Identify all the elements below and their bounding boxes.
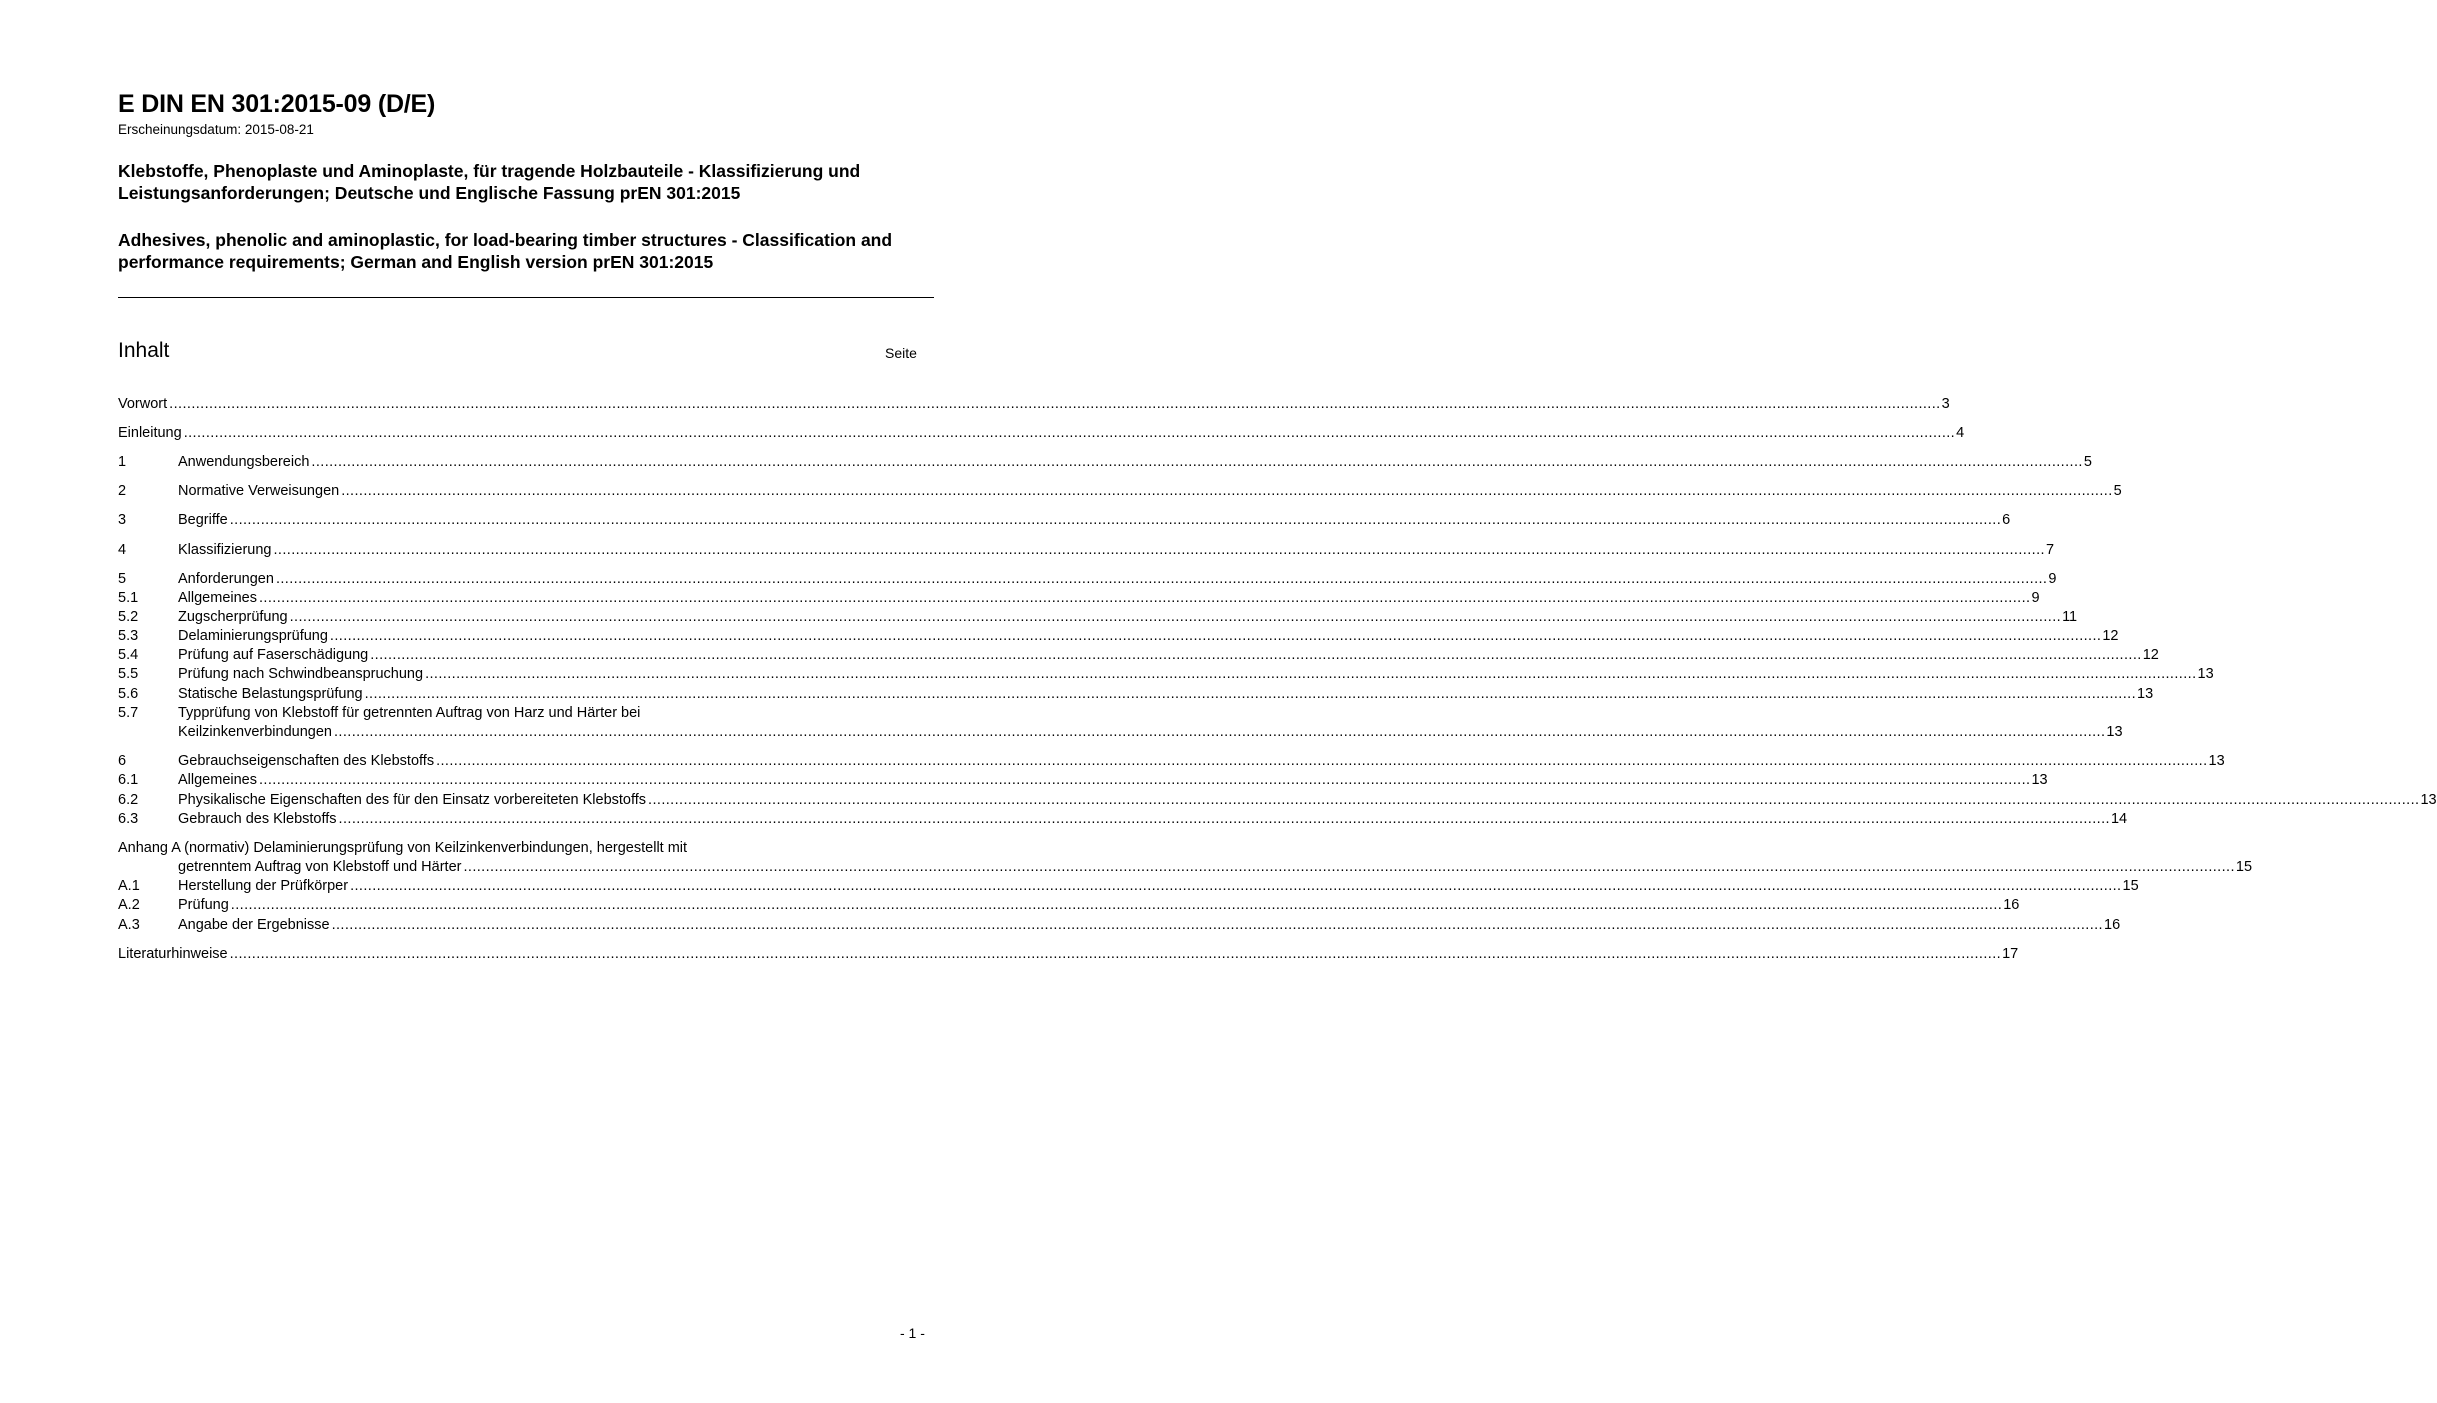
toc-entry-number: 5.6 — [118, 686, 139, 702]
toc-entry-number: 4 — [118, 542, 127, 558]
toc-dot-leader: ................................................................................................................................................................................................................................................................................................................................................................................................................ — [350, 878, 2122, 894]
toc-entry-label: Literaturhinweise — [118, 946, 228, 962]
toc-heading: Inhalt — [118, 339, 170, 362]
toc-entry-page: 13 — [2420, 792, 2437, 808]
toc-entry-label: Allgemeines — [178, 772, 257, 788]
toc-entry[interactable] — [118, 665, 2214, 684]
toc-entry[interactable] — [118, 570, 2057, 589]
toc-dot-leader: ................................................................................................................................................................................................................................................................................................................................................................................................................ — [229, 946, 2002, 962]
toc-entry[interactable] — [118, 627, 2119, 646]
toc-dot-leader: ................................................................................................................................................................................................................................................................................................................................................................................................................ — [341, 483, 2113, 499]
toc-entry[interactable] — [118, 482, 2122, 501]
toc-entry-label: Gebrauchseigenschaften des Klebstoffs — [178, 753, 435, 769]
toc-entry-page: 5 — [2113, 483, 2122, 499]
toc-entry-page: 5 — [2083, 454, 2092, 470]
toc-entry[interactable] — [118, 771, 2048, 790]
toc-entry[interactable] — [118, 791, 2437, 810]
toc-entry-number: A.3 — [118, 917, 140, 933]
toc-entry-page: 16 — [2104, 917, 2121, 933]
toc-entry[interactable] — [118, 541, 2055, 560]
toc-dot-leader: ................................................................................................................................................................................................................................................................................................................................................................................................................ — [648, 792, 2420, 808]
toc-entry[interactable] — [118, 839, 931, 858]
toc-entry-page: 15 — [2122, 878, 2139, 894]
toc-entry-number: A.1 — [118, 878, 140, 894]
toc-entry-page: 16 — [2003, 897, 2020, 913]
toc-entry-number: 5.1 — [118, 590, 139, 606]
toc-entry[interactable] — [118, 945, 2019, 964]
toc-entry-label: Herstellung der Prüfkörper — [178, 878, 349, 894]
toc-dot-leader: ................................................................................................................................................................................................................................................................................................................................................................................................................ — [169, 396, 1941, 412]
toc-entry-number: 5.4 — [118, 647, 139, 663]
toc-entry-label: Keilzinkenverbindungen — [178, 724, 332, 740]
toc-entry-label: Prüfung auf Faserschädigung — [178, 647, 369, 663]
toc-entry-page: 3 — [1941, 396, 1950, 412]
toc-entry-label: Vorwort — [118, 396, 168, 412]
toc-entry-label: Prüfung — [178, 897, 229, 913]
toc-entry-number: A.2 — [118, 897, 140, 913]
toc-entry-label: getrenntem Auftrag von Klebstoff und Härter — [178, 859, 462, 875]
title-divider — [118, 297, 934, 298]
document-id: E DIN EN 301:2015-09 (D/E) — [118, 90, 436, 118]
toc-dot-leader: ................................................................................................................................................................................................................................................................................................................................................................................................................ — [463, 859, 2235, 875]
toc-entry-page: 13 — [2208, 753, 2225, 769]
toc-entry[interactable] — [118, 453, 2092, 472]
toc-entry-number: 5.2 — [118, 609, 139, 625]
toc-entry-page: 13 — [2197, 666, 2214, 682]
publication-date: Erscheinungsdatum: 2015-08-21 — [118, 122, 314, 137]
toc-entry-label: Angabe der Ergebnisse — [178, 917, 330, 933]
toc-entry-number: 6.3 — [118, 811, 139, 827]
toc-entry-page: 9 — [2031, 590, 2040, 606]
toc-entry-label: Allgemeines — [178, 590, 257, 606]
toc-entry-page: 17 — [2002, 946, 2019, 962]
toc-entry[interactable] — [118, 511, 2011, 530]
toc-entry-number: 3 — [118, 512, 127, 528]
toc-dot-leader: ................................................................................................................................................................................................................................................................................................................................................................................................................ — [183, 425, 1956, 441]
toc-dot-leader: ................................................................................................................................................................................................................................................................................................................................................................................................................ — [311, 454, 2083, 470]
toc-entry-label: Begriffe — [178, 512, 228, 528]
toc-entry-label: Typprüfung von Klebstoff für getrennten Auftrag von Harz und Härter bei — [178, 705, 641, 721]
toc-page-column-header: Seite — [885, 345, 917, 361]
toc-dot-leader: ................................................................................................................................................................................................................................................................................................................................................................................................................ — [329, 628, 2102, 644]
toc-dot-leader: ................................................................................................................................................................................................................................................................................................................................................................................................................ — [436, 753, 2208, 769]
toc-entry-label: Delaminierungsprüfung — [178, 628, 328, 644]
toc-entry-label: Einleitung — [118, 425, 182, 441]
toc-entry-number: 5.3 — [118, 628, 139, 644]
toc-entry-page: 11 — [2062, 609, 2078, 625]
toc-entry-label: Physikalische Eigenschaften des für den Einsatz vorbereiteten Klebstoffs — [178, 792, 647, 808]
toc-entry-page: 6 — [2002, 512, 2011, 528]
toc-dot-leader: ................................................................................................................................................................................................................................................................................................................................................................................................................ — [338, 811, 2110, 827]
toc-entry[interactable] — [118, 916, 2121, 935]
toc-entry-label: Anwendungsbereich — [178, 454, 310, 470]
toc-entry-label: Anforderungen — [178, 571, 274, 587]
toc-entry-page: 13 — [2031, 772, 2048, 788]
toc-entry-label: Gebrauch des Klebstoffs — [178, 811, 337, 827]
toc-entry-page: 13 — [2106, 724, 2123, 740]
toc-entry-number: 1 — [118, 454, 127, 470]
toc-entry[interactable] — [118, 646, 2159, 665]
toc-entry-page: 9 — [2048, 571, 2057, 587]
toc-dot-leader: ................................................................................................................................................................................................................................................................................................................................................................................................................ — [273, 542, 2045, 558]
toc-entry-label: Prüfung nach Schwindbeanspruchung — [178, 666, 424, 682]
title-english: Adhesives, phenolic and aminoplastic, for load-bearing timber structures - Classification and performance requirements; German and English version prEN 301:2015 — [118, 230, 893, 272]
toc-entry-continuation[interactable] — [118, 723, 2123, 742]
toc-dot-leader: ................................................................................................................................................................................................................................................................................................................................................................................................................ — [230, 897, 2003, 913]
toc-entry-page: 7 — [2045, 542, 2055, 558]
toc-entry-number: 6 — [118, 753, 127, 769]
toc-entry-label: Statische Belastungsprüfung — [178, 686, 363, 702]
toc-entry[interactable] — [118, 685, 2154, 704]
toc-entry-page: 4 — [1956, 425, 1965, 441]
toc-entry-page: 12 — [2142, 647, 2159, 663]
toc-dot-leader: ................................................................................................................................................................................................................................................................................................................................................................................................................ — [370, 647, 2142, 663]
toc-entry-number: 5 — [118, 571, 127, 587]
toc-entry-number: 5.7 — [118, 705, 139, 721]
toc-dot-leader: ................................................................................................................................................................................................................................................................................................................................................................................................................ — [275, 571, 2048, 587]
page-number: - 1 - — [900, 1325, 925, 1341]
toc-entry[interactable] — [118, 424, 1965, 443]
toc-entry[interactable] — [118, 896, 2020, 915]
toc-dot-leader: ................................................................................................................................................................................................................................................................................................................................................................................................................ — [289, 609, 2062, 625]
toc-entry-number: 2 — [118, 483, 127, 499]
toc-entry-label: Klassifizierung — [178, 542, 272, 558]
toc-dot-leader: ................................................................................................................................................................................................................................................................................................................................................................................................................ — [259, 772, 2031, 788]
toc-entry-label: Anhang A (normativ) Delaminierungsprüfung von Keilzinkenverbindungen, hergestellt mit — [118, 840, 688, 856]
toc-entry[interactable] — [118, 810, 2128, 829]
toc-dot-leader: ................................................................................................................................................................................................................................................................................................................................................................................................................ — [259, 590, 2031, 606]
toc-entry-page: 14 — [2110, 811, 2128, 827]
toc-entry[interactable] — [118, 395, 1950, 414]
toc-entry-page: 12 — [2102, 628, 2119, 644]
toc-entry-page: 13 — [2137, 686, 2154, 702]
toc-dot-leader: ................................................................................................................................................................................................................................................................................................................................................................................................................ — [364, 686, 2137, 702]
toc-entry-number: 5.5 — [118, 666, 139, 682]
toc-dot-leader: ................................................................................................................................................................................................................................................................................................................................................................................................................ — [425, 666, 2197, 682]
toc-entry[interactable] — [118, 877, 2139, 896]
title-german: Klebstoffe, Phenoplaste und Aminoplaste, für tragende Holzbauteile - Klassifizierung und Leistungsanforderungen; Deutsche und Englische Fassung prEN 301:2015 — [118, 161, 861, 203]
toc-entry-page: 15 — [2235, 859, 2253, 875]
toc-entry[interactable] — [118, 752, 2225, 771]
toc-entry[interactable] — [118, 589, 2040, 608]
toc-dot-leader: ................................................................................................................................................................................................................................................................................................................................................................................................................ — [333, 724, 2106, 740]
toc-entry[interactable] — [118, 704, 931, 723]
toc-entry[interactable] — [118, 608, 2078, 627]
toc-entry-label: Zugscherprüfung — [178, 609, 288, 625]
toc-dot-leader: ................................................................................................................................................................................................................................................................................................................................................................................................................ — [229, 512, 2002, 528]
toc-entry-continuation[interactable] — [118, 858, 2253, 877]
toc-entry-number: 6.2 — [118, 792, 139, 808]
toc-dot-leader: ................................................................................................................................................................................................................................................................................................................................................................................................................ — [331, 917, 2103, 933]
toc-entry-number: 6.1 — [118, 772, 139, 788]
toc-entry-label: Normative Verweisungen — [178, 483, 340, 499]
